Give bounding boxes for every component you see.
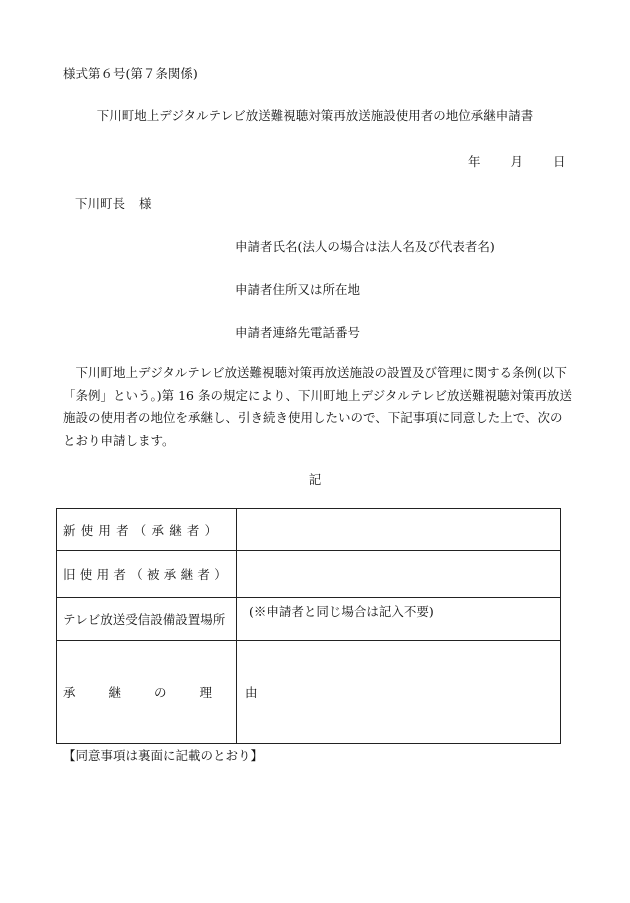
addressee-name: 下川町長 bbox=[75, 196, 126, 211]
date-day-label: 日 bbox=[553, 154, 566, 169]
installation-location-note: (※申請者と同じ場合は記入不要) bbox=[249, 604, 434, 619]
new-user-label: 新使用者（承継者） bbox=[57, 509, 237, 551]
applicant-name-label: 申請者氏名(法人の場合は法人名及び代表者名) bbox=[235, 239, 495, 254]
table-row bbox=[57, 551, 561, 598]
applicant-phone-label: 申請者連絡先電話番号 bbox=[235, 325, 361, 340]
application-body-text: 下川町地上デジタルテレビ放送難視聴対策再放送施設の設置及び管理に関する条例(以下「条例」という。)第 16 条の規定により、下川町地上デジタルテレビ放送難視聴対策再放送施設の使用者の地位を承継し、引き続き使用したいので、下記事項に同意した上で、次のとおり申請します。 bbox=[63, 365, 572, 448]
previous-user-value-cell[interactable] bbox=[237, 551, 561, 598]
addressee-honorific: 様 bbox=[139, 196, 152, 211]
date-line bbox=[468, 152, 566, 170]
document-title: 下川町地上デジタルテレビ放送難視聴対策再放送施設使用者の地位承継申請書 bbox=[96, 108, 534, 123]
addressee bbox=[75, 194, 152, 212]
date-year-label: 年 bbox=[468, 154, 481, 169]
installation-location-label: テレビ放送受信設備設置場所 bbox=[57, 598, 237, 641]
table-row bbox=[57, 509, 561, 551]
succession-info-table bbox=[56, 508, 561, 744]
consent-note: 【同意事項は裏面に記載のとおり】 bbox=[63, 748, 264, 763]
installation-location-value-cell[interactable] bbox=[237, 598, 561, 641]
previous-user-label: 旧使用者（被承継者） bbox=[57, 551, 237, 598]
applicant-address-label: 申請者住所又は所在地 bbox=[235, 282, 361, 297]
table-row bbox=[57, 641, 561, 744]
date-month-label: 月 bbox=[510, 154, 524, 169]
form-number: 様式第６号(第７条関係) bbox=[63, 66, 198, 81]
succession-reason-label: 承継の理由 bbox=[57, 641, 237, 744]
table-row bbox=[57, 598, 561, 641]
new-user-value-cell[interactable] bbox=[237, 509, 561, 551]
ki-heading: 記 bbox=[308, 472, 322, 487]
